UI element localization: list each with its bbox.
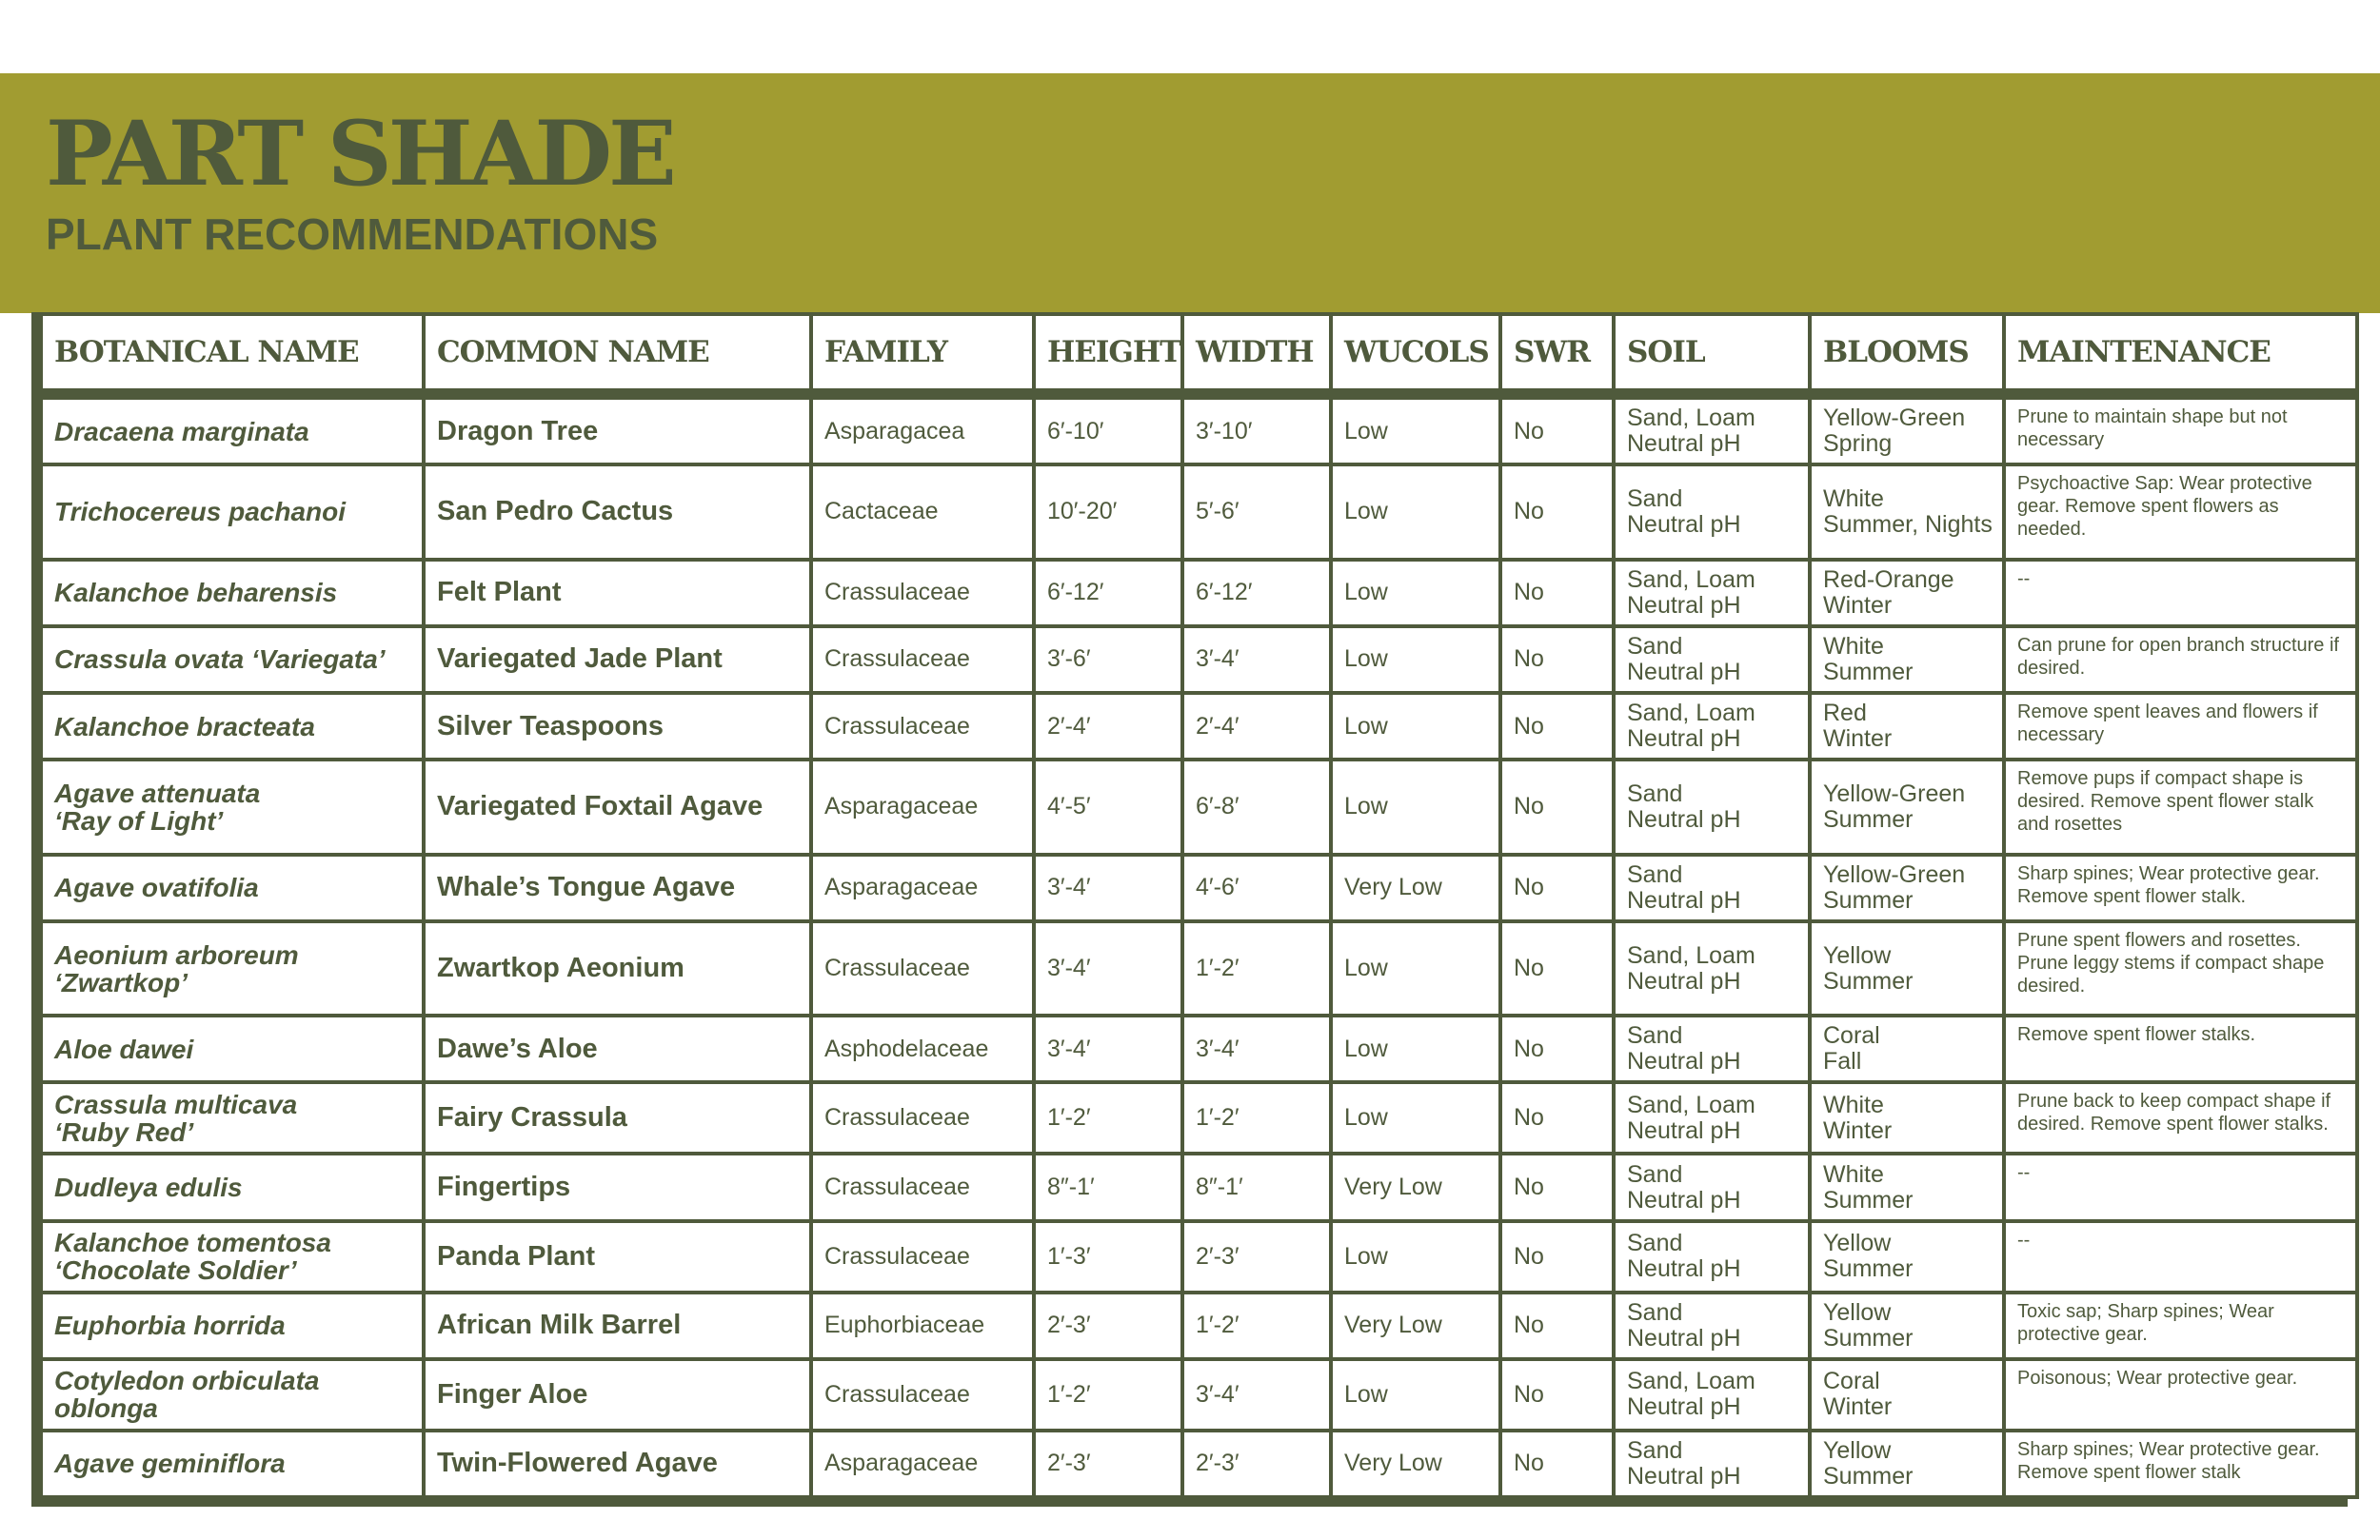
soil-line: Sand: [1627, 1298, 1683, 1326]
blooms-cell: [1812, 1294, 2002, 1357]
botanical-name-cell: [43, 466, 422, 558]
swr-cell: No: [1502, 1155, 1612, 1218]
column-header: SOIL: [1616, 316, 1808, 388]
column-header: WUCOLS: [1333, 316, 1498, 388]
botanical-name-cell: [43, 761, 422, 853]
maintenance-cell: --: [2006, 562, 2355, 624]
width-cell: 3′-4′: [1184, 1361, 1329, 1429]
soil-cell: [1616, 857, 1808, 919]
maintenance-cell: Poisonous; Wear protective gear.: [2006, 1361, 2355, 1429]
soil-cell: [1616, 628, 1808, 691]
table-row: [43, 628, 2355, 691]
blooms-line: Summer: [1823, 1186, 1914, 1214]
soil-cell: [1616, 1017, 1808, 1080]
maintenance-cell: Sharp spines; Wear protective gear. Remove spent flower stalk: [2006, 1432, 2355, 1495]
swr-cell: No: [1502, 761, 1612, 853]
blooms-cell: [1812, 1017, 2002, 1080]
maintenance-cell: Remove spent flower stalks.: [2006, 1017, 2355, 1080]
botanical-name-line: Cotyledon orbiculata: [54, 1366, 320, 1396]
soil-line: Sand: [1627, 1436, 1683, 1464]
soil-cell: [1616, 1155, 1808, 1218]
wucols-cell: Very Low: [1333, 1294, 1498, 1357]
blooms-cell: [1812, 1432, 2002, 1495]
family-cell: Asparagacea: [813, 400, 1032, 463]
family-cell: Crassulaceae: [813, 1084, 1032, 1152]
blooms-line: Summer: [1823, 1255, 1914, 1283]
wucols-cell: Low: [1333, 1223, 1498, 1291]
soil-line: Neutral pH: [1627, 591, 1741, 619]
common-name-cell: Felt Plant: [426, 562, 809, 624]
maintenance-cell: Can prune for open branch structure if desired.: [2006, 628, 2355, 691]
wucols-cell: Low: [1333, 466, 1498, 558]
maintenance-cell: --: [2006, 1155, 2355, 1218]
maintenance-cell: Prune back to keep compact shape if desired. Remove spent flower stalks.: [2006, 1084, 2355, 1152]
botanical-name-cell: [43, 1155, 422, 1218]
botanical-name-cell: [43, 923, 422, 1015]
blooms-line: Spring: [1823, 430, 1893, 458]
botanical-name-cell: [43, 1361, 422, 1429]
common-name-cell: Finger Aloe: [426, 1361, 809, 1429]
table-row: [43, 1017, 2355, 1080]
height-cell: 2′-3′: [1036, 1432, 1180, 1495]
height-cell: 3′-4′: [1036, 923, 1180, 1015]
wucols-cell: Low: [1333, 628, 1498, 691]
soil-cell: [1616, 400, 1808, 463]
soil-line: Sand, Loam: [1627, 405, 1755, 432]
blooms-line: Red-Orange: [1823, 565, 1954, 593]
height-cell: 8″-1′: [1036, 1155, 1180, 1218]
blooms-line: White: [1823, 1091, 1884, 1118]
height-cell: 2′-4′: [1036, 695, 1180, 758]
botanical-name-line: Kalanchoe beharensis: [54, 578, 338, 608]
family-cell: Crassulaceae: [813, 562, 1032, 624]
common-name-cell: San Pedro Cactus: [426, 466, 809, 558]
swr-cell: No: [1502, 1084, 1612, 1152]
column-header: BLOOMS: [1812, 316, 2002, 388]
soil-line: Neutral pH: [1627, 1324, 1741, 1352]
family-cell: Crassulaceae: [813, 695, 1032, 758]
botanical-name-cell: [43, 1084, 422, 1152]
width-cell: 5′-6′: [1184, 466, 1329, 558]
blooms-cell: [1812, 1361, 2002, 1429]
height-cell: 3′-4′: [1036, 1017, 1180, 1080]
maintenance-cell: Remove spent leaves and flowers if necessary: [2006, 695, 2355, 758]
blooms-cell: [1812, 1223, 2002, 1291]
table-row: [43, 857, 2355, 919]
maintenance-cell: Prune spent flowers and rosettes. Prune leggy stems if compact shape desired.: [2006, 923, 2355, 1015]
blooms-line: Yellow-Green: [1823, 860, 1966, 888]
soil-line: Sand, Loam: [1627, 1091, 1755, 1118]
maintenance-cell: Prune to maintain shape but not necessary: [2006, 400, 2355, 463]
soil-line: Sand: [1627, 484, 1683, 512]
soil-line: Sand: [1627, 1160, 1683, 1188]
soil-line: Sand, Loam: [1627, 700, 1755, 727]
blooms-line: Winter: [1823, 591, 1893, 619]
height-cell: 1′-3′: [1036, 1223, 1180, 1291]
botanical-name-line: Aeonium arboreum: [54, 939, 299, 970]
table-row: [43, 1432, 2355, 1495]
blooms-line: Yellow-Green: [1823, 780, 1966, 807]
wucols-cell: Low: [1333, 562, 1498, 624]
width-cell: 2′-3′: [1184, 1432, 1329, 1495]
blooms-line: Summer: [1823, 1462, 1914, 1490]
botanical-name-cell: [43, 857, 422, 919]
column-header: HEIGHT: [1036, 316, 1180, 388]
blooms-line: Winter: [1823, 1393, 1893, 1421]
blooms-cell: [1812, 761, 2002, 853]
blooms-line: Fall: [1823, 1048, 1862, 1076]
common-name-cell: African Milk Barrel: [426, 1294, 809, 1357]
swr-cell: No: [1502, 923, 1612, 1015]
blooms-cell: [1812, 923, 2002, 1015]
soil-line: Sand: [1627, 632, 1683, 660]
blooms-line: Summer: [1823, 886, 1914, 914]
width-cell: 1′-2′: [1184, 1084, 1329, 1152]
soil-cell: [1616, 1432, 1808, 1495]
blooms-line: Yellow-Green: [1823, 405, 1966, 432]
soil-line: Neutral pH: [1627, 1393, 1741, 1421]
swr-cell: No: [1502, 695, 1612, 758]
botanical-name-line: Dracaena marginata: [54, 416, 309, 446]
height-cell: 1′-2′: [1036, 1361, 1180, 1429]
wucols-cell: Very Low: [1333, 1155, 1498, 1218]
botanical-name-line: Agave attenuata: [54, 778, 261, 808]
table-row: [43, 1294, 2355, 1357]
soil-line: Sand: [1627, 1022, 1683, 1050]
swr-cell: No: [1502, 1361, 1612, 1429]
common-name-cell: Zwartkop Aeonium: [426, 923, 809, 1015]
soil-line: Sand: [1627, 1230, 1683, 1257]
botanical-name-line: Kalanchoe bracteata: [54, 711, 315, 741]
family-cell: Crassulaceae: [813, 1361, 1032, 1429]
height-cell: 1′-2′: [1036, 1084, 1180, 1152]
botanical-name-cell: [43, 695, 422, 758]
width-cell: 2′-3′: [1184, 1223, 1329, 1291]
blooms-line: Summer: [1823, 967, 1914, 995]
botanical-name-line: ‘Ruby Red’: [54, 1116, 194, 1147]
maintenance-cell: Psychoactive Sap: Wear protective gear. Remove spent flowers as needed.: [2006, 466, 2355, 558]
soil-line: Neutral pH: [1627, 510, 1741, 538]
height-cell: 3′-6′: [1036, 628, 1180, 691]
botanical-name-line: Aloe dawei: [54, 1034, 194, 1064]
swr-cell: No: [1502, 857, 1612, 919]
blooms-line: Red: [1823, 700, 1867, 727]
botanical-name-line: Kalanchoe tomentosa: [54, 1228, 331, 1258]
family-cell: Crassulaceae: [813, 1155, 1032, 1218]
family-cell: Asphodelaceae: [813, 1017, 1032, 1080]
soil-line: Neutral pH: [1627, 658, 1741, 685]
width-cell: 4′-6′: [1184, 857, 1329, 919]
table-row: [43, 1361, 2355, 1429]
soil-cell: [1616, 1084, 1808, 1152]
width-cell: 2′-4′: [1184, 695, 1329, 758]
swr-cell: No: [1502, 628, 1612, 691]
blooms-line: Summer: [1823, 805, 1914, 833]
blooms-line: Winter: [1823, 725, 1893, 753]
page-title: PART SHADE: [46, 102, 673, 207]
family-cell: Asparagaceae: [813, 857, 1032, 919]
wucols-cell: Low: [1333, 400, 1498, 463]
blooms-cell: [1812, 1084, 2002, 1152]
blooms-line: Summer, Nights: [1823, 510, 1993, 538]
maintenance-cell: Sharp spines; Wear protective gear. Remove spent flower stalk.: [2006, 857, 2355, 919]
header-divider: [43, 392, 2355, 396]
column-header: WIDTH: [1184, 316, 1329, 388]
blooms-cell: [1812, 400, 2002, 463]
botanical-name-line: Crassula multicava: [54, 1089, 298, 1119]
botanical-name-cell: [43, 400, 422, 463]
table-row: [43, 923, 2355, 1015]
botanical-name-cell: [43, 1223, 422, 1291]
common-name-cell: Variegated Jade Plant: [426, 628, 809, 691]
common-name-cell: Whale’s Tongue Agave: [426, 857, 809, 919]
soil-line: Sand: [1627, 780, 1683, 807]
family-cell: Cactaceae: [813, 466, 1032, 558]
width-cell: 6′-12′: [1184, 562, 1329, 624]
swr-cell: No: [1502, 1017, 1612, 1080]
botanical-name-cell: [43, 628, 422, 691]
swr-cell: No: [1502, 466, 1612, 558]
table-row: [43, 562, 2355, 624]
soil-cell: [1616, 923, 1808, 1015]
soil-line: Sand, Loam: [1627, 565, 1755, 593]
wucols-cell: Very Low: [1333, 1432, 1498, 1495]
height-cell: 10′-20′: [1036, 466, 1180, 558]
column-header: FAMILY: [813, 316, 1032, 388]
soil-line: Sand, Loam: [1627, 941, 1755, 969]
swr-cell: No: [1502, 1294, 1612, 1357]
table-body: [43, 392, 2355, 1495]
wucols-cell: Low: [1333, 695, 1498, 758]
botanical-name-line: Dudleya edulis: [54, 1173, 243, 1203]
wucols-cell: Low: [1333, 1017, 1498, 1080]
soil-line: Neutral pH: [1627, 725, 1741, 753]
width-cell: 1′-2′: [1184, 1294, 1329, 1357]
family-cell: Asparagaceae: [813, 761, 1032, 853]
wucols-cell: Low: [1333, 1361, 1498, 1429]
soil-line: Sand: [1627, 860, 1683, 888]
soil-cell: [1616, 695, 1808, 758]
width-cell: 1′-2′: [1184, 923, 1329, 1015]
common-name-cell: Panda Plant: [426, 1223, 809, 1291]
plant-table: [39, 312, 2359, 1499]
width-cell: 3′-10′: [1184, 400, 1329, 463]
table-row: [43, 761, 2355, 853]
botanical-name-line: ‘Zwartkop’: [54, 967, 188, 997]
soil-line: Neutral pH: [1627, 967, 1741, 995]
column-header: COMMON NAME: [426, 316, 809, 388]
soil-cell: [1616, 1361, 1808, 1429]
soil-line: Sand, Loam: [1627, 1368, 1755, 1395]
maintenance-cell: Toxic sap; Sharp spines; Wear protective gear.: [2006, 1294, 2355, 1357]
soil-line: Neutral pH: [1627, 1116, 1741, 1144]
table-row: [43, 695, 2355, 758]
soil-line: Neutral pH: [1627, 430, 1741, 458]
botanical-name-line: ‘Chocolate Soldier’: [54, 1255, 297, 1286]
height-cell: 4′-5′: [1036, 761, 1180, 853]
width-cell: 3′-4′: [1184, 1017, 1329, 1080]
soil-line: Neutral pH: [1627, 886, 1741, 914]
wucols-cell: Low: [1333, 923, 1498, 1015]
common-name-cell: Fingertips: [426, 1155, 809, 1218]
plant-table-frame: [31, 312, 2348, 1507]
botanical-name-cell: [43, 562, 422, 624]
soil-cell: [1616, 466, 1808, 558]
soil-cell: [1616, 562, 1808, 624]
maintenance-cell: Remove pups if compact shape is desired. Remove spent flower stalk and rosettes: [2006, 761, 2355, 853]
table-row: [43, 1155, 2355, 1218]
blooms-line: Yellow: [1823, 1436, 1892, 1464]
blooms-line: White: [1823, 484, 1884, 512]
swr-cell: No: [1502, 1432, 1612, 1495]
blooms-line: Coral: [1823, 1022, 1880, 1050]
family-cell: Crassulaceae: [813, 628, 1032, 691]
soil-cell: [1616, 1223, 1808, 1291]
table-header-row: [43, 316, 2355, 388]
botanical-name-line: Agave geminiflora: [54, 1449, 286, 1479]
blooms-cell: [1812, 562, 2002, 624]
table-row: [43, 466, 2355, 558]
wucols-cell: Low: [1333, 761, 1498, 853]
swr-cell: No: [1502, 400, 1612, 463]
page-subtitle: PLANT RECOMMENDATIONS: [46, 209, 659, 259]
blooms-line: Coral: [1823, 1368, 1880, 1395]
table-row: [43, 1223, 2355, 1291]
blooms-cell: [1812, 1155, 2002, 1218]
wucols-cell: Very Low: [1333, 857, 1498, 919]
height-cell: 3′-4′: [1036, 857, 1180, 919]
blooms-cell: [1812, 857, 2002, 919]
blooms-line: Winter: [1823, 1116, 1893, 1144]
swr-cell: No: [1502, 1223, 1612, 1291]
botanical-name-cell: [43, 1017, 422, 1080]
width-cell: 8″-1′: [1184, 1155, 1329, 1218]
soil-cell: [1616, 1294, 1808, 1357]
botanical-name-cell: [43, 1432, 422, 1495]
maintenance-cell: --: [2006, 1223, 2355, 1291]
common-name-cell: Fairy Crassula: [426, 1084, 809, 1152]
column-header: MAINTENANCE: [2006, 316, 2355, 388]
botanical-name-line: Euphorbia horrida: [54, 1311, 286, 1341]
height-cell: 6′-12′: [1036, 562, 1180, 624]
blooms-line: Summer: [1823, 1324, 1914, 1352]
soil-line: Neutral pH: [1627, 1462, 1741, 1490]
botanical-name-line: Trichocereus pachanoi: [54, 497, 347, 527]
column-header: SWR: [1502, 316, 1612, 388]
botanical-name-line: Crassula ovata ‘Variegata’: [54, 644, 386, 675]
family-cell: Euphorbiaceae: [813, 1294, 1032, 1357]
family-cell: Crassulaceae: [813, 923, 1032, 1015]
blooms-cell: [1812, 695, 2002, 758]
family-cell: Asparagaceae: [813, 1432, 1032, 1495]
blooms-line: White: [1823, 1160, 1884, 1188]
blooms-line: Yellow: [1823, 1298, 1892, 1326]
common-name-cell: Twin-Flowered Agave: [426, 1432, 809, 1495]
soil-line: Neutral pH: [1627, 805, 1741, 833]
header-divider-cell: [43, 392, 2355, 396]
blooms-cell: [1812, 628, 2002, 691]
height-cell: 6′-10′: [1036, 400, 1180, 463]
table-row: [43, 1084, 2355, 1152]
blooms-line: Yellow: [1823, 1230, 1892, 1257]
table-row: [43, 400, 2355, 463]
common-name-cell: Variegated Foxtail Agave: [426, 761, 809, 853]
botanical-name-line: oblonga: [54, 1393, 158, 1424]
blooms-cell: [1812, 466, 2002, 558]
height-cell: 2′-3′: [1036, 1294, 1180, 1357]
blooms-line: White: [1823, 632, 1884, 660]
wucols-cell: Low: [1333, 1084, 1498, 1152]
width-cell: 3′-4′: [1184, 628, 1329, 691]
swr-cell: No: [1502, 562, 1612, 624]
soil-cell: [1616, 761, 1808, 853]
blooms-line: Summer: [1823, 658, 1914, 685]
soil-line: Neutral pH: [1627, 1186, 1741, 1214]
width-cell: 6′-8′: [1184, 761, 1329, 853]
soil-line: Neutral pH: [1627, 1255, 1741, 1283]
family-cell: Crassulaceae: [813, 1223, 1032, 1291]
botanical-name-line: ‘Ray of Light’: [54, 805, 224, 836]
common-name-cell: Dawe’s Aloe: [426, 1017, 809, 1080]
common-name-cell: Silver Teaspoons: [426, 695, 809, 758]
common-name-cell: Dragon Tree: [426, 400, 809, 463]
soil-line: Neutral pH: [1627, 1048, 1741, 1076]
botanical-name-cell: [43, 1294, 422, 1357]
blooms-line: Yellow: [1823, 941, 1892, 969]
botanical-name-line: Agave ovatifolia: [54, 873, 259, 903]
column-header: BOTANICAL NAME: [43, 316, 422, 388]
